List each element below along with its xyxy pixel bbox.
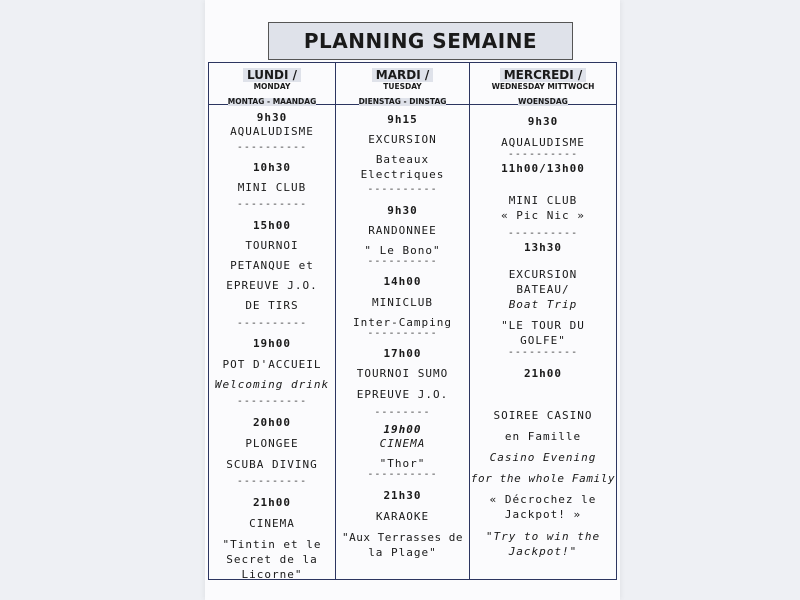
activity: Licorne" xyxy=(241,568,303,581)
activity-english: "Try to win the xyxy=(485,530,601,543)
separator: ---------- xyxy=(236,476,308,487)
activity: TOURNOI xyxy=(245,239,299,252)
time: 9h15 xyxy=(387,113,418,126)
activity-english: Boat Trip xyxy=(508,298,578,311)
activity: CINEMA xyxy=(379,437,426,450)
time: 19h00 xyxy=(252,337,292,350)
separator: -------- xyxy=(374,407,431,418)
page-title: PLANNING SEMAINE xyxy=(268,22,573,60)
activity: « Décrochez le xyxy=(489,493,597,506)
activity: GOLFE" xyxy=(520,334,566,347)
time: 21h00 xyxy=(523,367,563,380)
separator: ---------- xyxy=(507,347,579,358)
time: 21h00 xyxy=(252,496,292,509)
activity: SOIREE CASINO xyxy=(493,409,593,422)
time: 13h30 xyxy=(523,241,563,254)
day-sub2: DIENSTAG - DINSTAG xyxy=(358,96,447,106)
separator: ---------- xyxy=(367,184,438,195)
activity: la Plage" xyxy=(368,546,437,559)
activity: Electriques xyxy=(360,168,445,181)
time: 11h00/13h00 xyxy=(501,162,585,175)
header-mardi xyxy=(336,63,469,105)
activity: BATEAU/ xyxy=(516,283,570,296)
activity: DE TIRS xyxy=(245,299,299,312)
separator: ---------- xyxy=(236,396,308,407)
activity-english: Welcoming drink xyxy=(214,378,330,391)
separator: ---------- xyxy=(236,318,308,329)
activity: AQUALUDISME xyxy=(230,125,314,138)
activity: AQUALUDISME xyxy=(501,136,585,149)
day-sub1: TUESDAY xyxy=(383,81,422,91)
day-sub1: WEDNESDAY MITTWOCH xyxy=(491,81,595,91)
activity: EXCURSION xyxy=(368,133,437,146)
activity-english: Casino Evening xyxy=(489,451,597,464)
day-sub1: MONDAY xyxy=(253,81,291,91)
activity: "Thor" xyxy=(379,457,426,470)
day-label: MERCREDI / xyxy=(500,68,587,82)
column-mardi xyxy=(336,63,470,579)
header-mercredi xyxy=(470,63,616,105)
activity: PETANQUE et xyxy=(230,259,314,272)
time: 21h30 xyxy=(383,489,422,502)
activity: RANDONNEE xyxy=(368,224,437,237)
activity: en Famille xyxy=(504,430,582,443)
activity: TOURNOI SUMO xyxy=(356,367,449,380)
column-lundi xyxy=(209,63,336,579)
time: 9h30 xyxy=(387,204,418,217)
day-label: MARDI / xyxy=(372,68,433,82)
schedule-table xyxy=(208,62,617,580)
activity-english: for the whole Family xyxy=(470,472,616,485)
separator: ---------- xyxy=(236,142,308,153)
time: 14h00 xyxy=(383,275,422,288)
activity: CINEMA xyxy=(249,517,295,530)
activity: « Pic Nic » xyxy=(501,209,585,222)
header-lundi xyxy=(209,63,335,105)
activity: MINICLUB xyxy=(372,296,433,309)
time: 20h00 xyxy=(252,416,292,429)
day-sub2: MONTAG - MAANDAG xyxy=(227,96,317,106)
activity: Secret de la xyxy=(226,553,318,566)
time: 10h30 xyxy=(252,161,292,174)
activity: Jackpot! » xyxy=(504,508,582,521)
activity: EPREUVE J.O. xyxy=(226,279,318,292)
column-mercredi xyxy=(470,63,616,579)
activity: "LE TOUR DU xyxy=(501,319,585,332)
activity: "Aux Terrasses de xyxy=(341,531,464,544)
activity: PLONGEE xyxy=(245,437,299,450)
separator: ---------- xyxy=(367,328,438,339)
activity: EXCURSION xyxy=(508,268,578,281)
activity: EPREUVE J.O. xyxy=(356,388,449,401)
activity: " Le Bono" xyxy=(364,244,441,257)
time: 9h30 xyxy=(256,111,288,124)
time: 9h30 xyxy=(527,115,559,128)
separator: ---------- xyxy=(236,199,308,210)
activity: Inter-Camping xyxy=(352,316,453,329)
activity: MINI CLUB xyxy=(508,194,578,207)
activity: KARAOKE xyxy=(375,510,430,523)
activity: Bateaux xyxy=(375,153,430,166)
separator: ---------- xyxy=(507,228,579,239)
time: 19h00 xyxy=(383,423,422,436)
activity: POT D'ACCUEIL xyxy=(222,358,322,371)
separator: ---------- xyxy=(367,469,438,480)
activity: "Tintin et le xyxy=(222,538,322,551)
time: 17h00 xyxy=(383,347,422,360)
time: 15h00 xyxy=(252,219,292,232)
activity: SCUBA DIVING xyxy=(226,458,318,471)
day-label: LUNDI / xyxy=(243,68,301,82)
activity: MINI CLUB xyxy=(237,181,307,194)
separator: ---------- xyxy=(507,149,579,160)
day-sub2: WOENSDAG xyxy=(518,96,568,106)
activity-english: Jackpot!" xyxy=(508,545,578,558)
separator: ---------- xyxy=(367,256,438,267)
